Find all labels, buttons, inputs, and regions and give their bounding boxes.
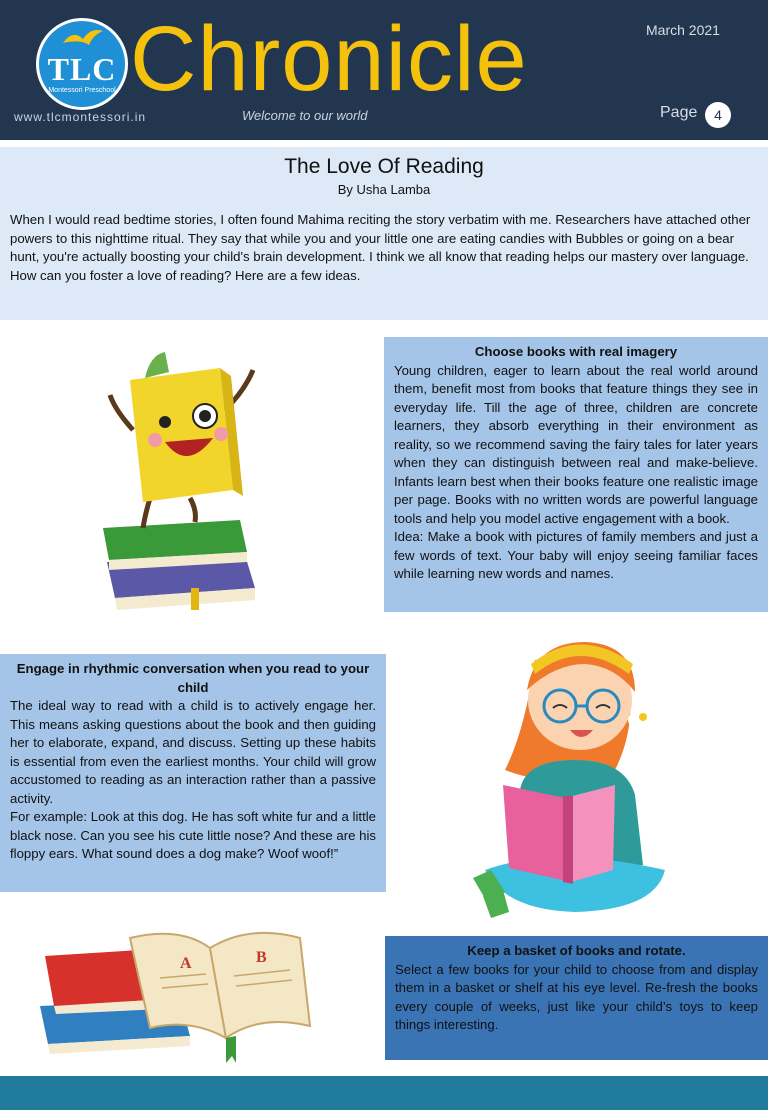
article-title: The Love Of Reading	[284, 155, 484, 178]
happy-book-illustration	[95, 350, 270, 620]
tlc-logo	[36, 18, 128, 110]
tip-box-rhythmic-conversation	[0, 654, 386, 892]
book-letter-b: B	[256, 949, 267, 966]
intro-text	[10, 211, 758, 285]
tip-box-real-imagery	[384, 337, 768, 612]
girl-reading-illustration	[465, 620, 695, 930]
tip-heading: Engage in rhythmic conversation when you read to your child	[16, 661, 370, 695]
book-letter-a: A	[180, 955, 192, 972]
tip-body: The ideal way to read with a child is to actively engage her. This means asking questions about the book and then guiding her to elaborate, expand, and discuss. Setting up these habits is essential from even the earliest months. Your child will grow accustomed to reading as an interaction rather than a passive activity.	[10, 698, 376, 806]
tip-body: Select a few books for your child to choose from and display them in a basket or shelf at his eye level. Re-fresh the books every couple of weeks, just like your child’s toys to keep things interesting.	[395, 961, 758, 1032]
tip-heading: Choose books with real imagery	[474, 344, 678, 359]
masthead-title: Chronicle	[130, 8, 528, 110]
tip-heading: Keep a basket of books and rotate.	[467, 943, 686, 958]
bird-icon	[61, 27, 105, 49]
article-intro	[0, 147, 768, 320]
article-byline: By Usha Lamba	[337, 182, 431, 197]
tip-body: Young children, eager to learn about the real world around them, benefit most from books that feature things they see in everyday life. Till the age of three, children are concrete learners, they absorb everything in their environment as reality, so we recommend saving the fairy tales for later years when they can distinguish between real and make-believe. Infants learn best when their books feature one realistic image per page. Books with no written words are powerful language tools and help you model active engagement with a book.	[394, 362, 758, 526]
newsletter-header	[0, 0, 768, 140]
logo-text: TLC	[47, 51, 117, 87]
tip-idea: Idea: Make a book with pictures of family members and just a few words of text. Your baby will enjoy seeing familiar faces while learning new words and names.	[394, 529, 758, 581]
website-link[interactable]: www.tlcmontessori.in	[14, 110, 147, 124]
open-book-stack-illustration	[30, 918, 320, 1068]
logo-subtitle: Montessori Preschool	[48, 87, 116, 94]
issue-date: March 2021	[646, 22, 720, 38]
intro-question: How can you foster a love of reading? Here are a few ideas.	[10, 267, 361, 283]
page-label: Page	[660, 104, 698, 121]
tip-box-book-basket	[385, 936, 768, 1060]
tip-example: For example: Look at this dog. He has soft white fur and a little black nose. Can you see his cute little nose? And these are his floppy ears. What sound does a dog make? Woof woof!”	[10, 809, 376, 861]
footer-bar	[0, 1076, 768, 1110]
intro-paragraph: When I would read bedtime stories, I often found Mahima reciting the story verbatim with me. Researchers have attached other powers to this nighttime ritual. They say that while you and your little one are eating candies with Bubbles or going on a bear hunt, you're actually boosting your child's brain development. I think we all know that reading helps our mastery over language.	[10, 212, 751, 264]
page-number-badge: 4	[705, 102, 731, 128]
tagline: Welcome to our world	[242, 108, 368, 123]
